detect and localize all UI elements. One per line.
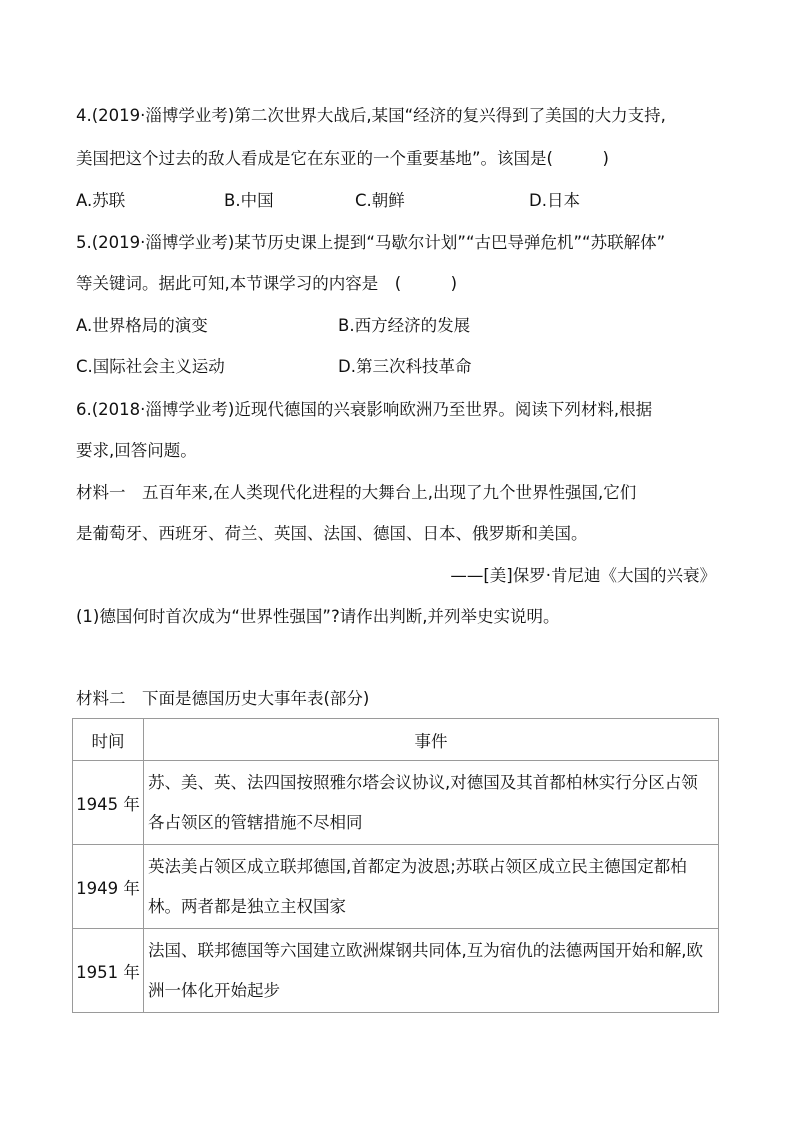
row-event: 法国、联邦德国等六国建立欧洲煤钢共同体,互为宿仇的法德两国开始和解,欧洲一体化开始起步: [144, 929, 719, 1013]
row-event: 英法美占领区成立联邦德国,首都定为波恩;苏联占领区成立民主德国定都柏林。两者都是独立主权国家: [144, 845, 719, 929]
table-row: [73, 929, 719, 1013]
material-1-source: ——[美]保罗·肯尼迪《大国的兴衰》: [450, 566, 716, 585]
q4-line-1: 4.(2019·淄博学业考)第二次世界大战后,某国“经济的复兴得到了美国的大力支持,: [76, 106, 666, 125]
q5-line-1: 5.(2019·淄博学业考)某节历史课上提到“马歇尔计划”“古巴导弹危机”“苏联解体”: [76, 233, 666, 252]
material-1-line-2: 是葡萄牙、西班牙、荷兰、英国、法国、德国、日本、俄罗斯和美国。: [76, 524, 588, 543]
q5-option-a: A.世界格局的演变: [76, 316, 208, 335]
row-year: 1949 年: [73, 845, 144, 929]
row-year: 1945 年: [73, 761, 144, 845]
q6-line-2: 要求,回答问题。: [76, 441, 197, 460]
table-row: [73, 845, 719, 929]
q5-option-d: D.第三次科技革命: [338, 357, 472, 376]
material-2-title: 材料二 下面是德国历史大事年表(部分): [76, 689, 370, 708]
header-time: 时间: [73, 719, 144, 761]
q5-option-b: B.西方经济的发展: [338, 316, 471, 335]
row-year: 1951 年: [73, 929, 144, 1013]
q6-line-1: 6.(2018·淄博学业考)近现代德国的兴衰影响欧洲乃至世界。阅读下列材料,根据: [76, 400, 653, 419]
q4-option-a: A.苏联: [76, 191, 126, 210]
question-1: (1)德国何时首次成为“世界性强国”?请作出判断,并列举史实说明。: [76, 607, 560, 626]
material-1-line-1: 材料一 五百年来,在人类现代化进程的大舞台上,出现了九个世界性强国,它们: [76, 483, 637, 502]
row-event: 苏、美、英、法四国按照雅尔塔会议协议,对德国及其首都柏林实行分区占领各占领区的管辖措施不尽相同: [144, 761, 719, 845]
table-header-row: [73, 719, 719, 761]
history-events-table: [72, 718, 719, 1013]
q4-option-b: B.中国: [224, 191, 274, 210]
q5-line-2: 等关键词。据此可知,本节课学习的内容是 ( ): [76, 274, 458, 293]
q4-option-d: D.日本: [529, 191, 580, 210]
q5-option-c: C.国际社会主义运动: [76, 357, 225, 376]
table-row: [73, 761, 719, 845]
q4-option-c: C.朝鲜: [355, 191, 405, 210]
q4-line-2: 美国把这个过去的敌人看成是它在东亚的一个重要基地”。该国是( ): [76, 149, 609, 168]
header-event: 事件: [144, 719, 719, 761]
